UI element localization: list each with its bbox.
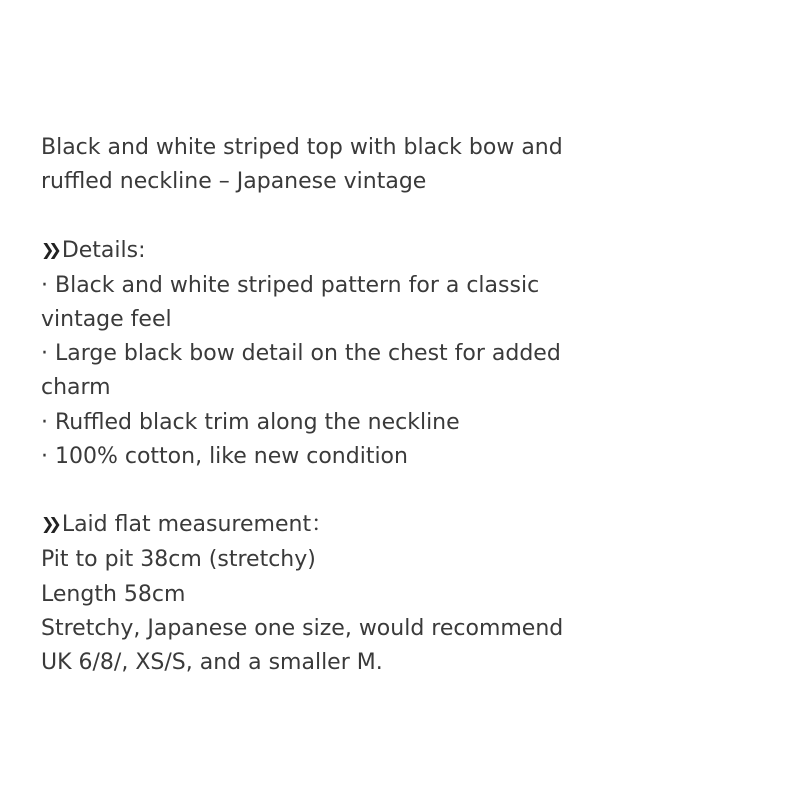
details-line: · Large black bow detail on the chest for added bbox=[41, 341, 561, 367]
details-line: vintage feel bbox=[41, 307, 172, 332]
details-line: charm bbox=[41, 375, 111, 401]
details-line: · 100% cotton, like new condition bbox=[41, 443, 408, 469]
double-chevron-right-icon: ❯❯ bbox=[41, 514, 56, 534]
spacer bbox=[41, 474, 781, 508]
product-description bbox=[41, 131, 781, 680]
details-heading bbox=[41, 234, 781, 269]
measurement-line: UK 6/8/, XS/S, and a smaller M. bbox=[41, 650, 383, 676]
measurement-line: Pit to pit 38cm (stretchy) bbox=[41, 547, 316, 573]
measurement-line: Length 58cm bbox=[41, 581, 186, 607]
spacer bbox=[41, 199, 781, 233]
double-chevron-right-icon: ❯❯ bbox=[41, 239, 56, 259]
title-line: ruffled neckline – Japanese vintage bbox=[41, 169, 427, 195]
details-line: · Ruffled black trim along the neckline bbox=[41, 409, 460, 435]
title-line: Black and white striped top with black bow and bbox=[41, 135, 563, 160]
measurements-heading bbox=[41, 508, 781, 543]
measurements-heading-label: Laid flat measurement： bbox=[61, 512, 334, 538]
details-line: · Black and white striped pattern for a classic bbox=[41, 272, 540, 298]
measurement-line: Stretchy, Japanese one size, would recommend bbox=[41, 615, 564, 641]
details-heading-label: Details: bbox=[61, 237, 146, 263]
